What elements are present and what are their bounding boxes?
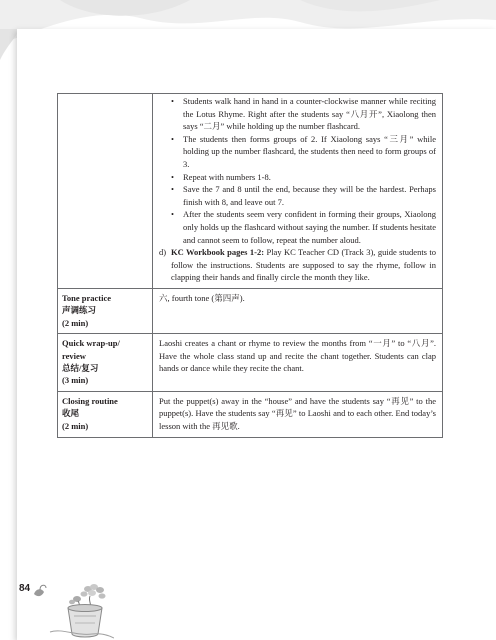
- row-label-line: Closing routine: [62, 395, 118, 406]
- workbook-instruction: [159, 246, 436, 284]
- table-row: [58, 334, 443, 392]
- list-item: • Save the 7 and 8 until the end, because they will be the hardest. Perhaps finish with 8, and leave out 7.: [171, 183, 436, 208]
- row-label-closing-routine: [58, 391, 153, 437]
- instruction-bullet-list: [159, 95, 436, 246]
- list-item: • The students then forms groups of 2. If Xiaolong says “三月” while holding up the number flashcard, the students then need to form groups of 3.: [171, 133, 436, 171]
- row-label-quick-wrap-up: [58, 334, 153, 392]
- item-marker: d): [159, 247, 167, 258]
- row-label-line: 声调练习: [62, 305, 97, 316]
- row-content-quick-wrap-up: Laoshi creates a chant or rhyme to review the months from “一月” to “八月”. Have the whole class stand up and recite the chant together. Students can clap hands or dance while they recite the chant.: [153, 334, 443, 392]
- workbook-instruction-text: Play KC Teacher CD (Track 3), guide students to follow the instructions. Students are supposed to say the rhyme, follow in clapping their hands and finally circle the month they like.: [171, 247, 437, 283]
- flower-pot-icon: [32, 576, 114, 640]
- table-row: [58, 391, 443, 437]
- table-row: [58, 288, 443, 333]
- row-label-line: (2 min): [62, 317, 89, 328]
- row-label-tone-practice: [58, 288, 153, 333]
- row-label-line: review: [62, 350, 86, 361]
- row-label-line: (2 min): [62, 420, 89, 431]
- table-cell-label: [58, 94, 153, 289]
- list-item: • Repeat with numbers 1-8.: [171, 171, 436, 184]
- row-label-line: (3 min): [62, 375, 89, 386]
- page-number: 84: [19, 583, 31, 594]
- row-content-closing-routine: Put the puppet(s) away in the “house” and have the students say “再见” to the puppet(s). Have the students say “再见” to Laoshi and to each other. End today’s lesson with the 再见歌.: [153, 391, 443, 437]
- list-item: • Students walk hand in hand in a counter-clockwise manner while reciting the Lotus Rhyme. Right after the students say “八月开”, Xiaolong then says “二月” while holding up the number flashcard.: [171, 95, 436, 133]
- row-label-line: 总结/复习: [62, 362, 99, 373]
- row-label-line: Tone practice: [62, 292, 112, 303]
- list-item: • After the students seem very confident in forming their groups, Xiaolong only holds up the flashcard without saying the number. If students hesitate and cannot seem to follow, repeat the number aloud.: [171, 208, 436, 246]
- row-content-tone-practice: 六, fourth tone (第四声).: [153, 288, 443, 333]
- row-label-line: 收尾: [62, 408, 80, 419]
- row-label-line: Quick wrap-up/: [62, 338, 120, 349]
- lesson-plan-table: [57, 93, 443, 438]
- activity-instructions-cell: [153, 94, 443, 289]
- table-row: [58, 94, 443, 289]
- workbook-pages-heading: KC Workbook pages 1-2:: [171, 247, 265, 258]
